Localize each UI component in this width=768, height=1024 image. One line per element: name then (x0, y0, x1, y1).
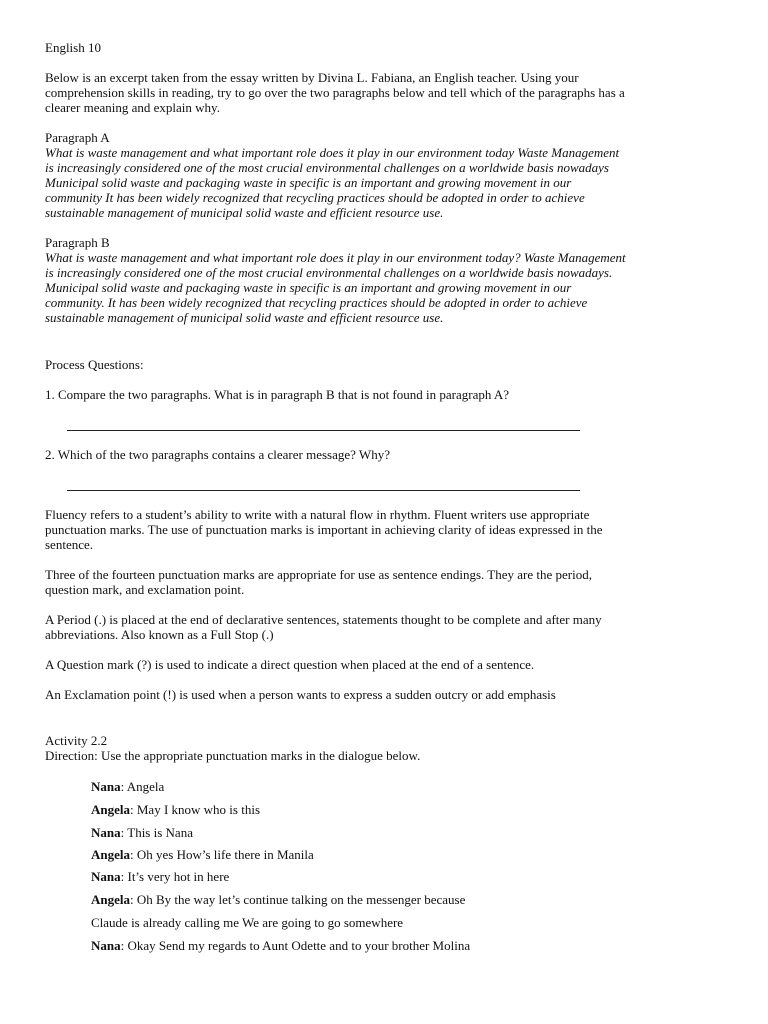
question-mark-text: A Question mark (?) is used to indicate a direct question when placed at the end of a sentence. (45, 657, 535, 672)
paragraph-a-line-2: is increasingly considered one of the most crucial environmental challenges on a worldwide basis nowadays (45, 160, 609, 175)
dialogue-text: : Oh By the way let’s continue talking on the messenger because (130, 892, 466, 907)
dialogue-speaker: Angela (91, 847, 130, 862)
dialogue-line (91, 779, 164, 794)
intro-line-3: clearer meaning and explain why. (45, 100, 220, 115)
dialogue-line (91, 869, 229, 884)
exclamation-text: An Exclamation point (!) is used when a person wants to express a sudden outcry or add emphasis (45, 687, 556, 702)
dialogue-text: : Oh yes How’s life there in Manila (130, 847, 314, 862)
paragraph-a-line-1: What is waste management and what important role does it play in our environment today Waste Management (45, 145, 620, 160)
dialogue-line (91, 847, 314, 862)
paragraph-b-line-4: community. It has been widely recognized that recycling practices should be adopted in order to achieve (45, 295, 588, 310)
dialogue-text: Claude is already calling me We are going to go somewhere (91, 915, 404, 930)
activity-title: Activity 2.2 (45, 733, 108, 748)
dialogue-line (91, 915, 403, 930)
dialogue-line (91, 892, 465, 907)
dialogue-text: : May I know who is this (130, 802, 260, 817)
paragraph-a-title: Paragraph A (45, 130, 110, 145)
dialogue-text: : Angela (120, 779, 165, 794)
answer-line-2[interactable] (67, 490, 580, 491)
three-marks-line-1: Three of the fourteen punctuation marks are appropriate for use as sentence endings. They are the period, (45, 567, 592, 582)
dialogue-speaker: Nana (91, 825, 121, 840)
dialogue-speaker: Nana (91, 938, 121, 953)
paragraph-b-line-2: is increasingly considered one of the most crucial environmental challenges on a worldwide basis nowadays. (45, 265, 613, 280)
dialogue-speaker: Nana (91, 779, 121, 794)
fluency-line-1: Fluency refers to a student’s ability to write with a natural flow in rhythm. Fluent writers use appropriate (45, 507, 590, 522)
answer-line-1[interactable] (67, 430, 580, 431)
period-line-2: abbreviations. Also known as a Full Stop (.) (45, 627, 274, 642)
paragraph-b-line-3: Municipal solid waste and packaging waste in specific is an important and growing movement in our (45, 280, 572, 295)
activity-direction: Direction: Use the appropriate punctuation marks in the dialogue below. (45, 748, 421, 763)
process-questions-title: Process Questions: (45, 357, 144, 372)
question-2: 2. Which of the two paragraphs contains a clearer message? Why? (45, 447, 390, 462)
period-line-1: A Period (.) is placed at the end of declarative sentences, statements thought to be complete and after many (45, 612, 602, 627)
intro-line-1: Below is an excerpt taken from the essay written by Divina L. Fabiana, an English teacher. Using your (45, 70, 579, 85)
paragraph-b-title: Paragraph B (45, 235, 110, 250)
three-marks-line-2: question mark, and exclamation point. (45, 582, 245, 597)
paragraph-a-line-4: community It has been widely recognized that recycling practices should be adopted in order to achieve (45, 190, 585, 205)
dialogue-text: : Okay Send my regards to Aunt Odette and to your brother Molina (120, 938, 471, 953)
dialogue-line (91, 802, 260, 817)
subject-heading: English 10 (45, 40, 101, 55)
fluency-line-2: punctuation marks. The use of punctuation marks is important in achieving clarity of ideas expressed in the (45, 522, 603, 537)
question-1: 1. Compare the two paragraphs. What is in paragraph B that is not found in paragraph A? (45, 387, 510, 402)
dialogue-line (91, 938, 470, 953)
fluency-line-3: sentence. (45, 537, 94, 552)
dialogue-speaker: Angela (91, 892, 130, 907)
dialogue-speaker: Angela (91, 802, 130, 817)
paragraph-a-line-5: sustainable management of municipal solid waste and efficient resource use. (45, 205, 444, 220)
paragraph-b-line-5: sustainable management of municipal solid waste and efficient resource use. (45, 310, 444, 325)
paragraph-a-line-3: Municipal solid waste and packaging waste in specific is an important and growing movement in our (45, 175, 572, 190)
paragraph-b-line-1: What is waste management and what important role does it play in our environment today? Waste Management (45, 250, 626, 265)
intro-line-2: comprehension skills in reading, try to go over the two paragraphs below and tell which of the paragraphs has a (45, 85, 625, 100)
dialogue-text: : It’s very hot in here (120, 869, 230, 884)
dialogue-line (91, 825, 193, 840)
dialogue-text: : This is Nana (120, 825, 193, 840)
dialogue-speaker: Nana (91, 869, 121, 884)
